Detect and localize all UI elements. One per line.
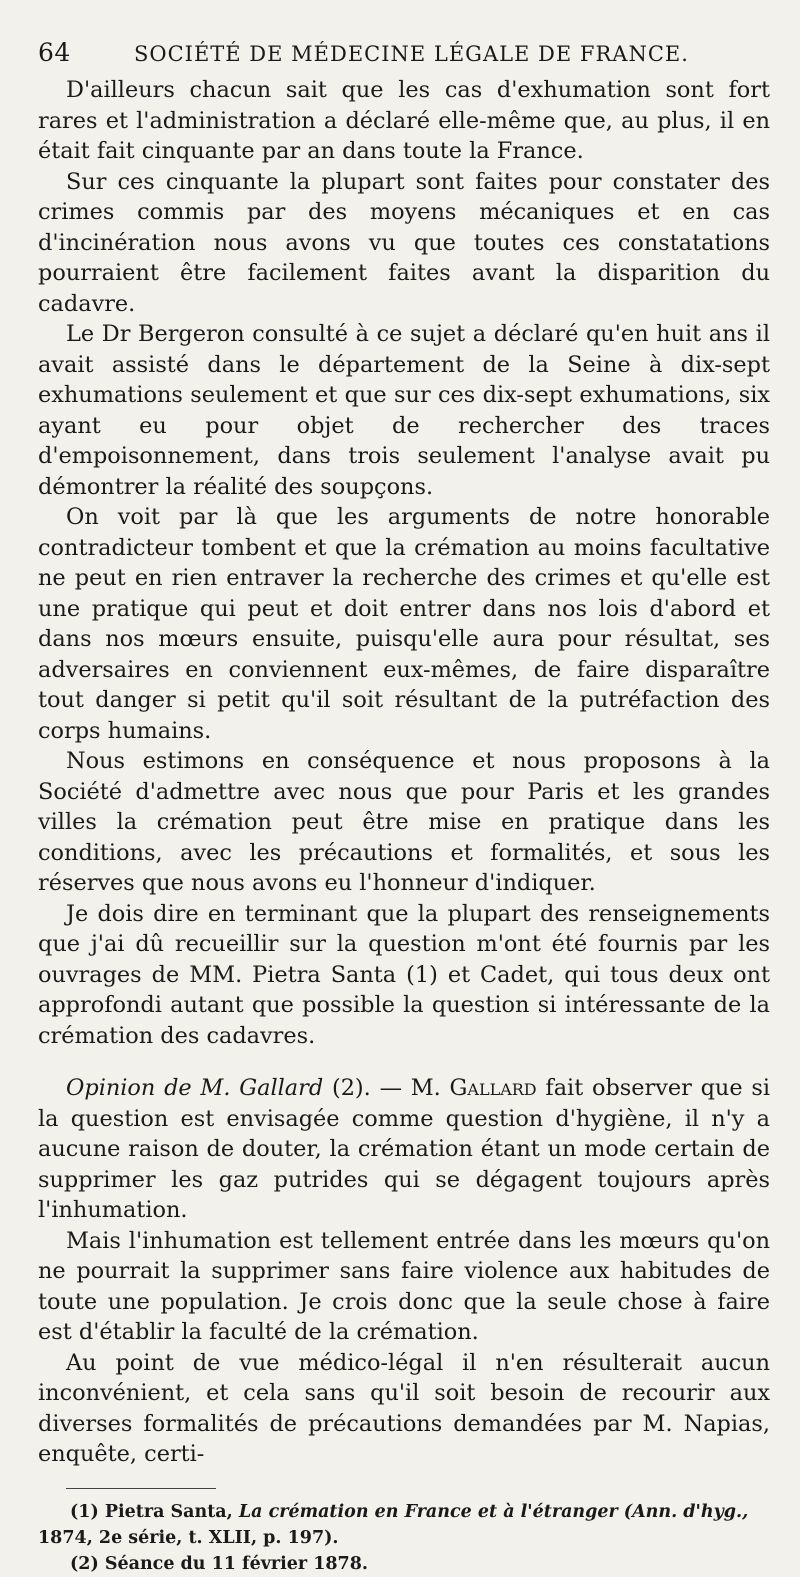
paragraph-6: Je dois dire en terminant que la plupart des renseignements que j'ai dû recueillir sur la question m'ont été fournis par les ouvrages de MM. Pietra Santa (1) et Cadet, qui tous deux ont approfondi autant que possible la question si intéressante de la crémation des cadavres. (38, 900, 770, 1049)
opinion-text: fait observer que si la question est envisagée comme question d'hygiène, il n'y a aucune raison de douter, la crémation étant un mode certain de supprimer les gaz putrides qui se dégagent toujours après l'inhumation. (38, 1075, 770, 1223)
footnote-divider (66, 1488, 216, 1489)
footnote-1-rest: 1874, 2e série, t. XLII, p. 197). (38, 1527, 339, 1548)
page-header (38, 38, 770, 67)
opinion-heading: Opinion de M. Gallard (66, 1075, 324, 1101)
footnote-2: (2) Séance du 11 février 1878. (70, 1553, 368, 1574)
paragraph-4: On voit par là que les arguments de notre honorable contradicteur tombent et que la crémation au moins facultative ne peut en rien entraver la recherche des crimes et qu'elle est une pratique qui peut et doit entrer dans nos lois d'abord et dans nos mœurs ensuite, puisqu'elle aura pour résultat, ses adversaires en conviennent eux-mêmes, de faire disparaître tout danger si petit qu'il soit résultant de la putréfaction des corps humains. (38, 504, 770, 744)
running-title: SOCIÉTÉ DE MÉDECINE LÉGALE DE FRANCE. (134, 42, 689, 66)
paragraph-5: Nous estimons en conséquence et nous proposons à la Société d'admettre avec nous que pour Paris et les grandes villes la crémation peut être mise en pratique dans les conditions, avec les précautions et formalités, et sous les réserves que nous avons eu l'honneur d'indiquer. (38, 748, 770, 896)
footnotes (38, 1499, 770, 1577)
paragraph-3: Le Dr Bergeron consulté à ce sujet a déclaré qu'en huit ans il avait assisté dans le département de la Seine à dix-sept exhumations seulement et que sur ces dix-sept exhumations, six ayant eu pour objet de rechercher des traces d'empoisonnement, dans trois seulement l'analyse avait pu démontrer la réalité des soupçons. (38, 321, 770, 500)
opinion-speaker: — M. Gallard (379, 1075, 537, 1101)
page-number: 64 (38, 38, 71, 67)
footnote-1-prefix: (1) Pietra Santa, (70, 1501, 233, 1522)
paragraph-8: Au point de vue médico-légal il n'en résulterait aucun inconvénient, et cela sans qu'il soit besoin de recourir aux diverses formalités de précautions demandées par M. Napias, enquête, certi- (38, 1349, 770, 1467)
opinion-paragraph (38, 1073, 770, 1226)
opinion-note-ref: (2). (331, 1075, 371, 1101)
paragraph-1: D'ailleurs chacun sait que les cas d'exhumation sont fort rares et l'administration a déclaré elle-même que, au plus, il en était fait cinquante par an dans toute la France. (38, 77, 770, 164)
paragraph-7: Mais l'inhumation est tellement entrée dans les mœurs qu'on ne pourrait la supprimer sans faire violence aux habitudes de toute une population. Je crois donc que la seule chose à faire est d'établir la faculté de la crémation. (38, 1227, 770, 1345)
paragraph-2: Sur ces cinquante la plupart sont faites pour constater des crimes commis par des moyens mécaniques et en cas d'incinération nous avons vu que toutes ces constatations pourraient être facilement faites avant la disparition du cadavre. (38, 168, 770, 317)
footnote-1-title: La crémation en France et à l'étranger (Ann. d'hyg., (238, 1501, 749, 1522)
footnote-1 (38, 1499, 770, 1551)
body-text (38, 75, 770, 1470)
